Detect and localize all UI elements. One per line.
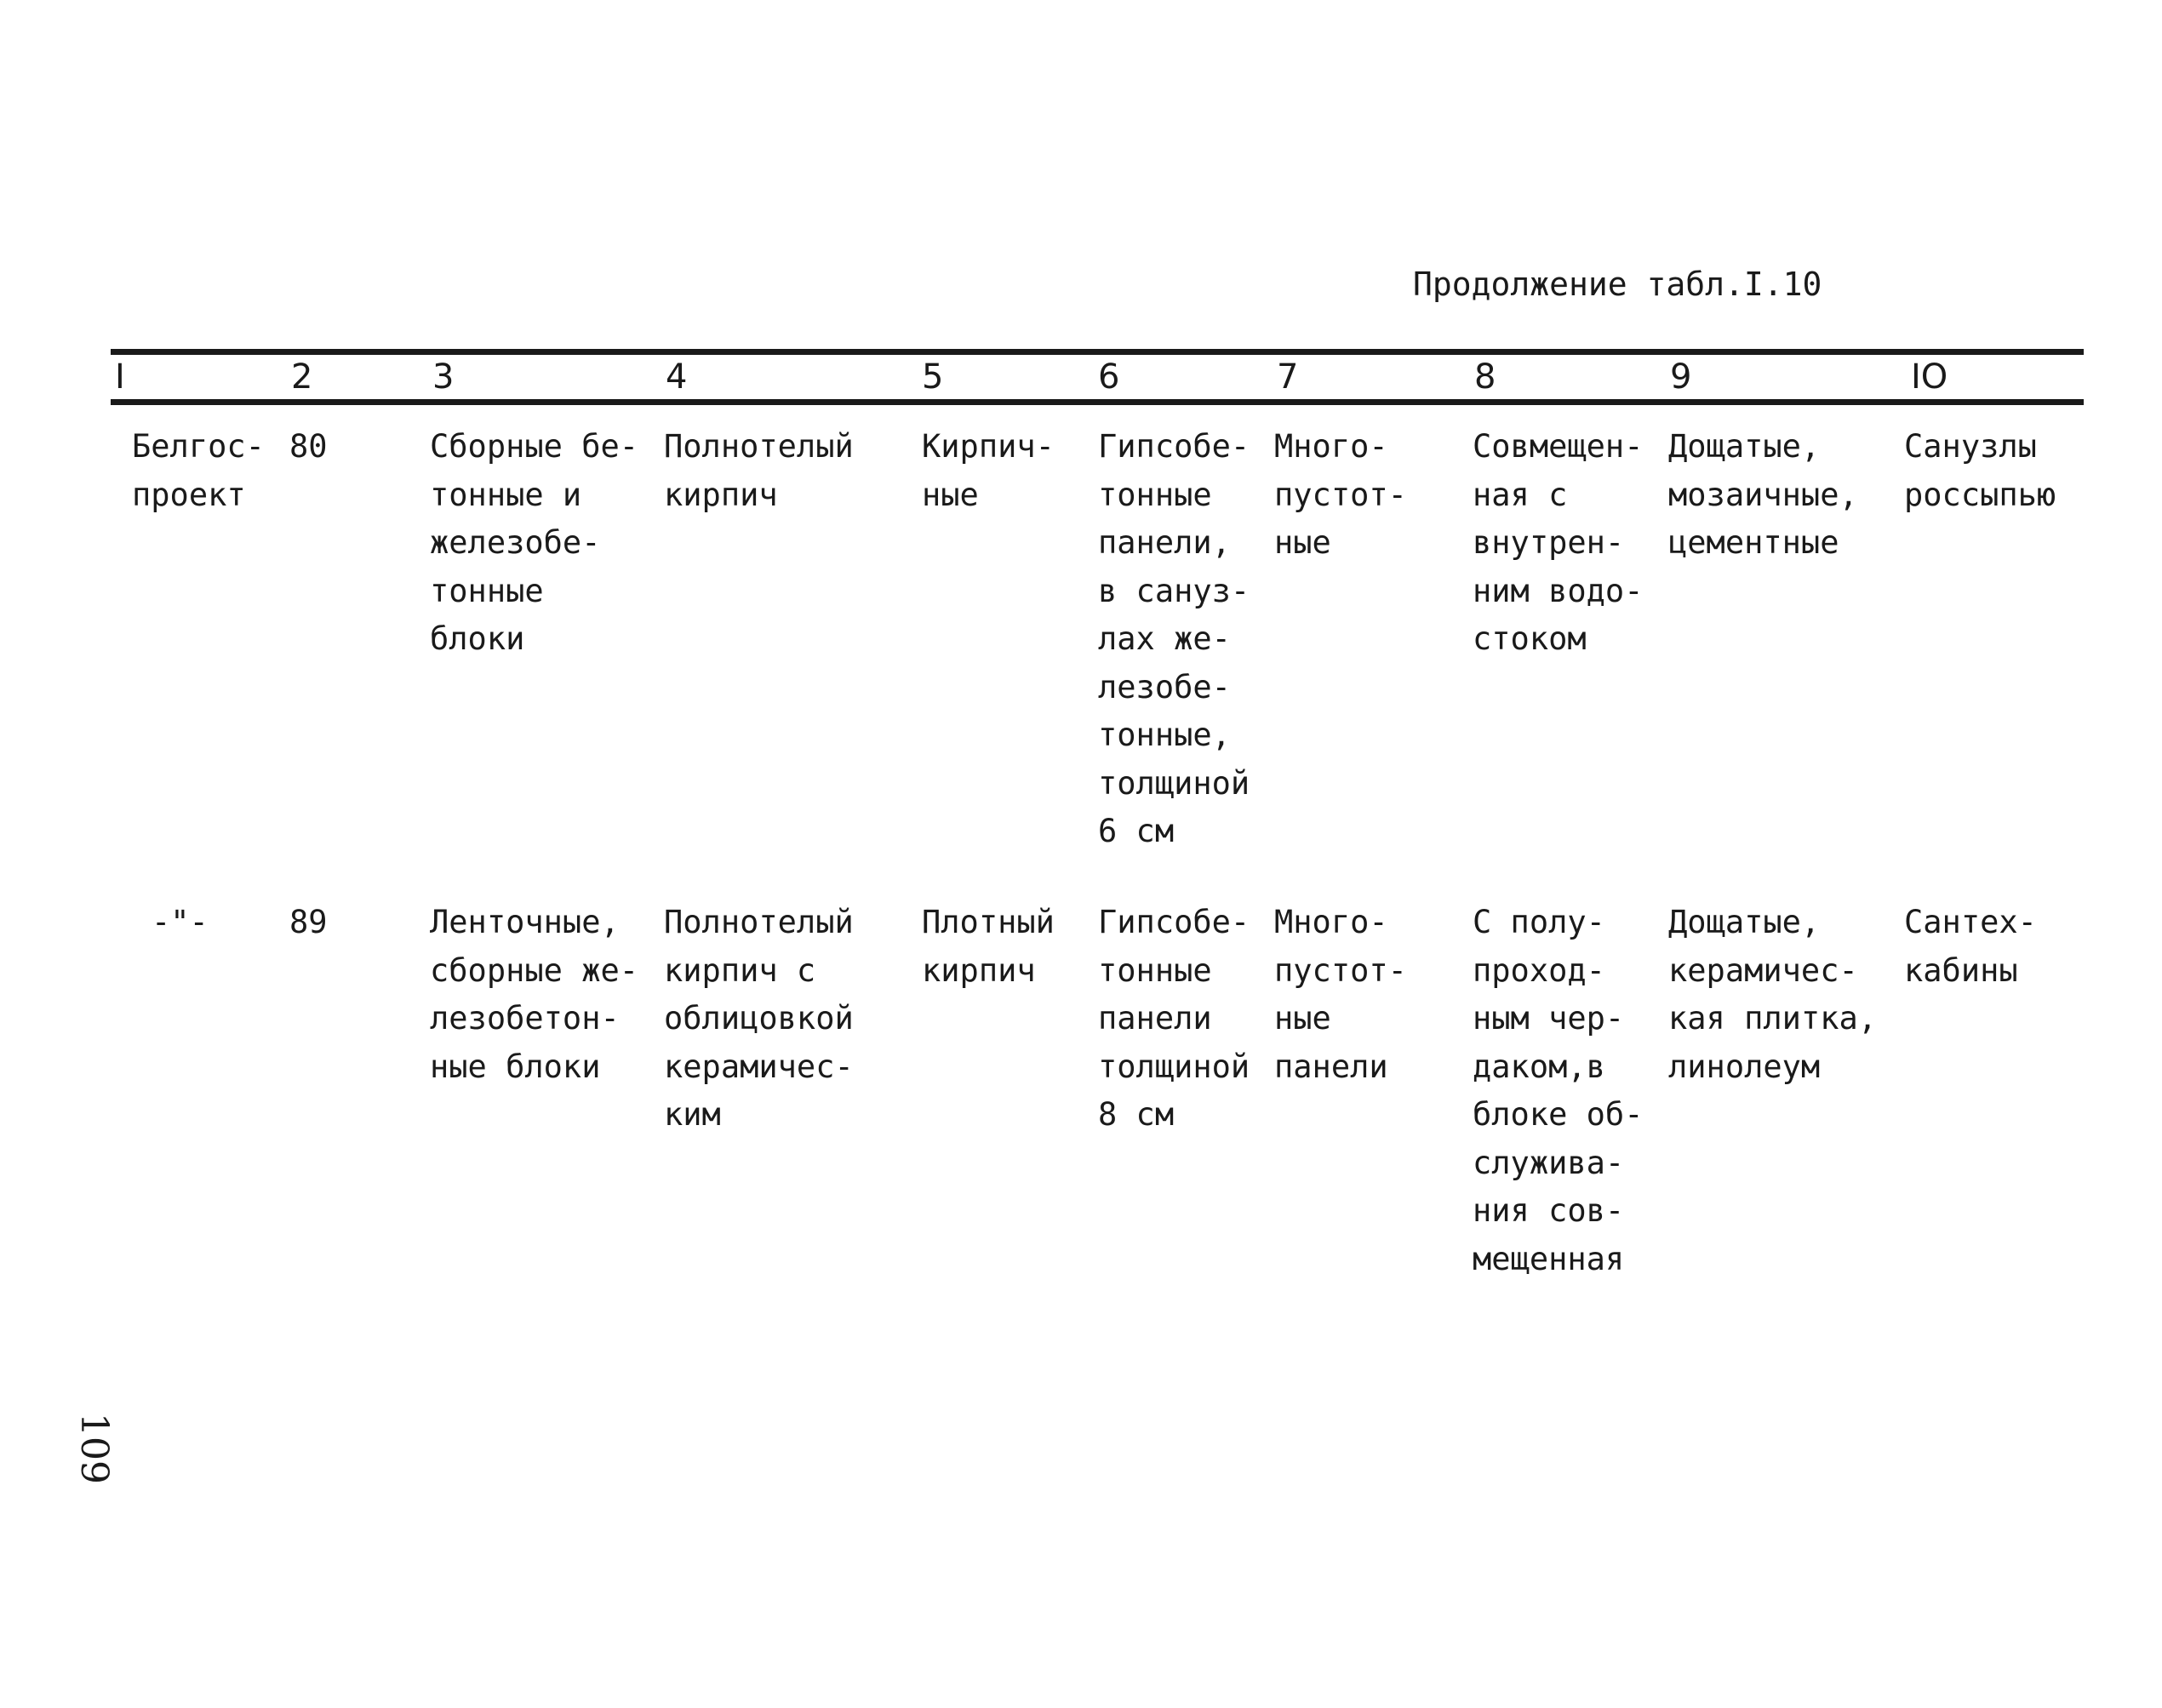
table-cell-row2-col2: 89: [289, 904, 328, 940]
table-cell-row2-col6: Гипсобе- тонные панели толщиной 8 см: [1098, 904, 1250, 1133]
table-cell-row2-col9: Дощатые, керамичес- кая плитка, линолеум: [1668, 904, 1878, 1085]
table-cell-row1-col6: Гипсобе- тонные панели, в сануз- лах же- лезобе- тонные, толщиной 6 см: [1098, 428, 1250, 849]
column-number-5: 5: [922, 357, 944, 397]
table-cell-row2-col5: Плотный кирпич: [922, 904, 1055, 989]
table-cell-row1-col9: Дощатые, мозаичные, цементные: [1668, 428, 1858, 561]
table-top-rule: [111, 349, 2084, 355]
table-cell-row1-col3: Сборные бе- тонные и железобе- тонные блоки: [430, 428, 639, 657]
table-cell-row2-col10: Сантех- кабины: [1904, 904, 2037, 989]
column-number-10: IO: [1911, 357, 1948, 397]
table-cell-row1-col10: Санузлы россыпью: [1904, 428, 2056, 513]
table-cell-row1-col2: 80: [289, 428, 328, 465]
column-number-2: 2: [291, 357, 313, 397]
table-cell-row1-col4: Полнотелый кирпич: [664, 428, 854, 513]
column-number-9: 9: [1670, 357, 1692, 397]
page-number: 109: [72, 1413, 116, 1484]
table-cell-row2-col1: -"-: [152, 904, 209, 940]
table-cell-row2-col7: Много- пустот- ные панели: [1274, 904, 1407, 1085]
table-cell-row1-col1: Белгос- проект: [132, 428, 265, 513]
column-number-6: 6: [1098, 357, 1120, 397]
table-header-rule: [111, 399, 2084, 405]
column-number-3: 3: [432, 357, 455, 397]
column-number-1: I: [115, 357, 125, 397]
column-number-8: 8: [1474, 357, 1496, 397]
table-cell-row2-col3: Ленточные, сборные же- лезобетон- ные блоки: [430, 904, 639, 1085]
column-number-4: 4: [666, 357, 688, 397]
table-cell-row2-col4: Полнотелый кирпич с облицовкой керамичес- ким: [664, 904, 854, 1133]
table-cell-row2-col8: С полу- проход- ным чер- даком,в блоке об- служива- ния сов- мещенная: [1473, 904, 1644, 1277]
table-cell-row1-col7: Много- пустот- ные: [1274, 428, 1407, 561]
table-caption: Продолжение табл.I.10: [1413, 266, 1822, 303]
table-cell-row1-col5: Кирпич- ные: [922, 428, 1055, 513]
table-cell-row1-col8: Совмещен- ная с внутрен- ним водо- стоком: [1473, 428, 1644, 657]
column-number-7: 7: [1277, 357, 1299, 397]
